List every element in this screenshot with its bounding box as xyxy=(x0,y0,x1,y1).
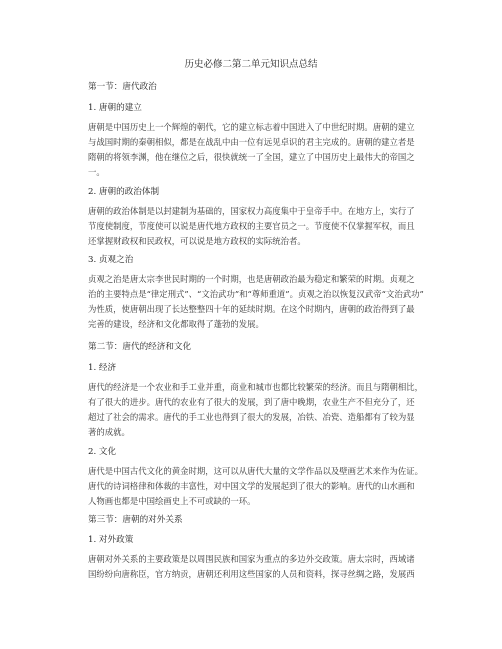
paragraph-line: 有了很大的进步。唐代的农业有了很大的发展，到了唐中晚期，农业生产不但充分了，还 xyxy=(88,397,415,407)
paragraph-line: 唐朝的政治体制是以封建制为基础的，国家权力高度集中于皇帝手中。在地方上，实行了 xyxy=(88,206,415,216)
heading-3: 3. 贞观之治 xyxy=(88,255,134,265)
paragraph-line: 唐代的诗词格律和体裁的丰富性，对中国文学的发展起到了很大的影响。唐代的山水画和 xyxy=(88,481,415,491)
paragraph-1 xyxy=(88,120,426,180)
paragraph-line: 著的成就。 xyxy=(88,427,130,437)
heading-6: 1. 对外政策 xyxy=(88,535,134,545)
paragraph-line: 节度使制度，节度使可以说是唐代地方政权的主要官员之一。节度使不仅掌握军权，而且 xyxy=(88,221,415,231)
paragraph-line: 治的主要特点是“律定刑式”、“文治武功”和“尊师重道”。贞观之治以恢复汉武帝“文治武功” xyxy=(88,289,424,299)
paragraph-line: 还掌握财政权和民政权，可以说是地方政权的实际统治者。 xyxy=(88,236,306,246)
heading-4: 1. 经济 xyxy=(88,363,117,373)
paragraph-line: 与战国时期的秦朝相似，都是在战乱中由一位有远见卓识的君主完成的。唐朝的建立者是 xyxy=(88,137,415,147)
paragraph-line: 唐代的经济是一个农业和手工业并重，商业和城市也都比较繁荣的经济。而且与隋朝相比， xyxy=(88,382,423,392)
paragraph-line: 一。 xyxy=(88,167,105,177)
heading-2: 2. 唐朝的政治体制 xyxy=(88,187,160,197)
paragraph-line: 隋朝的将领李渊，他在继位之后，很快就统一了全国，建立了中国历史上最伟大的帝国之 xyxy=(88,152,415,162)
paragraph-line: 超过了社会的需求。唐代的手工业也得到了很大的发展，冶铁、冶瓷、造船都有了较为显 xyxy=(88,412,415,422)
section-3-heading: 第三节：唐朝的对外关系 xyxy=(88,515,183,525)
section-2-heading: 第二节：唐代的经济和文化 xyxy=(88,342,192,352)
paragraph-6 xyxy=(88,552,426,582)
heading-5: 2. 文化 xyxy=(88,447,117,457)
paragraph-line: 为性质，使唐朝出现了长达整整四十年的延续时期。在这个时期内，唐朝的政治得到了最 xyxy=(88,304,415,314)
document-title: 历史必修二第二单元知识点总结 xyxy=(184,59,318,70)
paragraph-3 xyxy=(88,272,426,332)
paragraph-2 xyxy=(88,204,426,249)
paragraph-line: 完善的建设，经济和文化都取得了蓬勃的发展。 xyxy=(88,319,264,329)
paragraph-4 xyxy=(88,380,426,440)
paragraph-line: 唐代是中国古代文化的黄金时期，这可以从唐代大量的文学作品以及壁画艺术来作为佐证。 xyxy=(88,466,423,476)
paragraph-line: 唐朝对外关系的主要政策是以周围民族和国家为重点的多边外交政策。唐太宗时，西域诸 xyxy=(88,554,415,564)
paragraph-5 xyxy=(88,464,426,509)
section-1-heading: 第一节：唐代政治 xyxy=(88,82,157,92)
heading-1: 1. 唐朝的建立 xyxy=(88,103,142,113)
paragraph-line: 人物画也都是中国绘画史上不可或缺的一环。 xyxy=(88,496,256,506)
paragraph-line: 唐朝是中国历史上一个辉煌的朝代，它的建立标志着中国进入了中世纪时期。唐朝的建立 xyxy=(88,122,415,132)
paragraph-line: 贞观之治是唐太宗李世民时期的一个时期，也是唐朝政治最为稳定和繁荣的时期。贞观之 xyxy=(88,274,415,284)
paragraph-line: 国纷纷向唐称臣，官方纳贡，唐朝还利用这些国家的人员和资料，探寻丝绸之路，发展西 xyxy=(88,569,415,579)
